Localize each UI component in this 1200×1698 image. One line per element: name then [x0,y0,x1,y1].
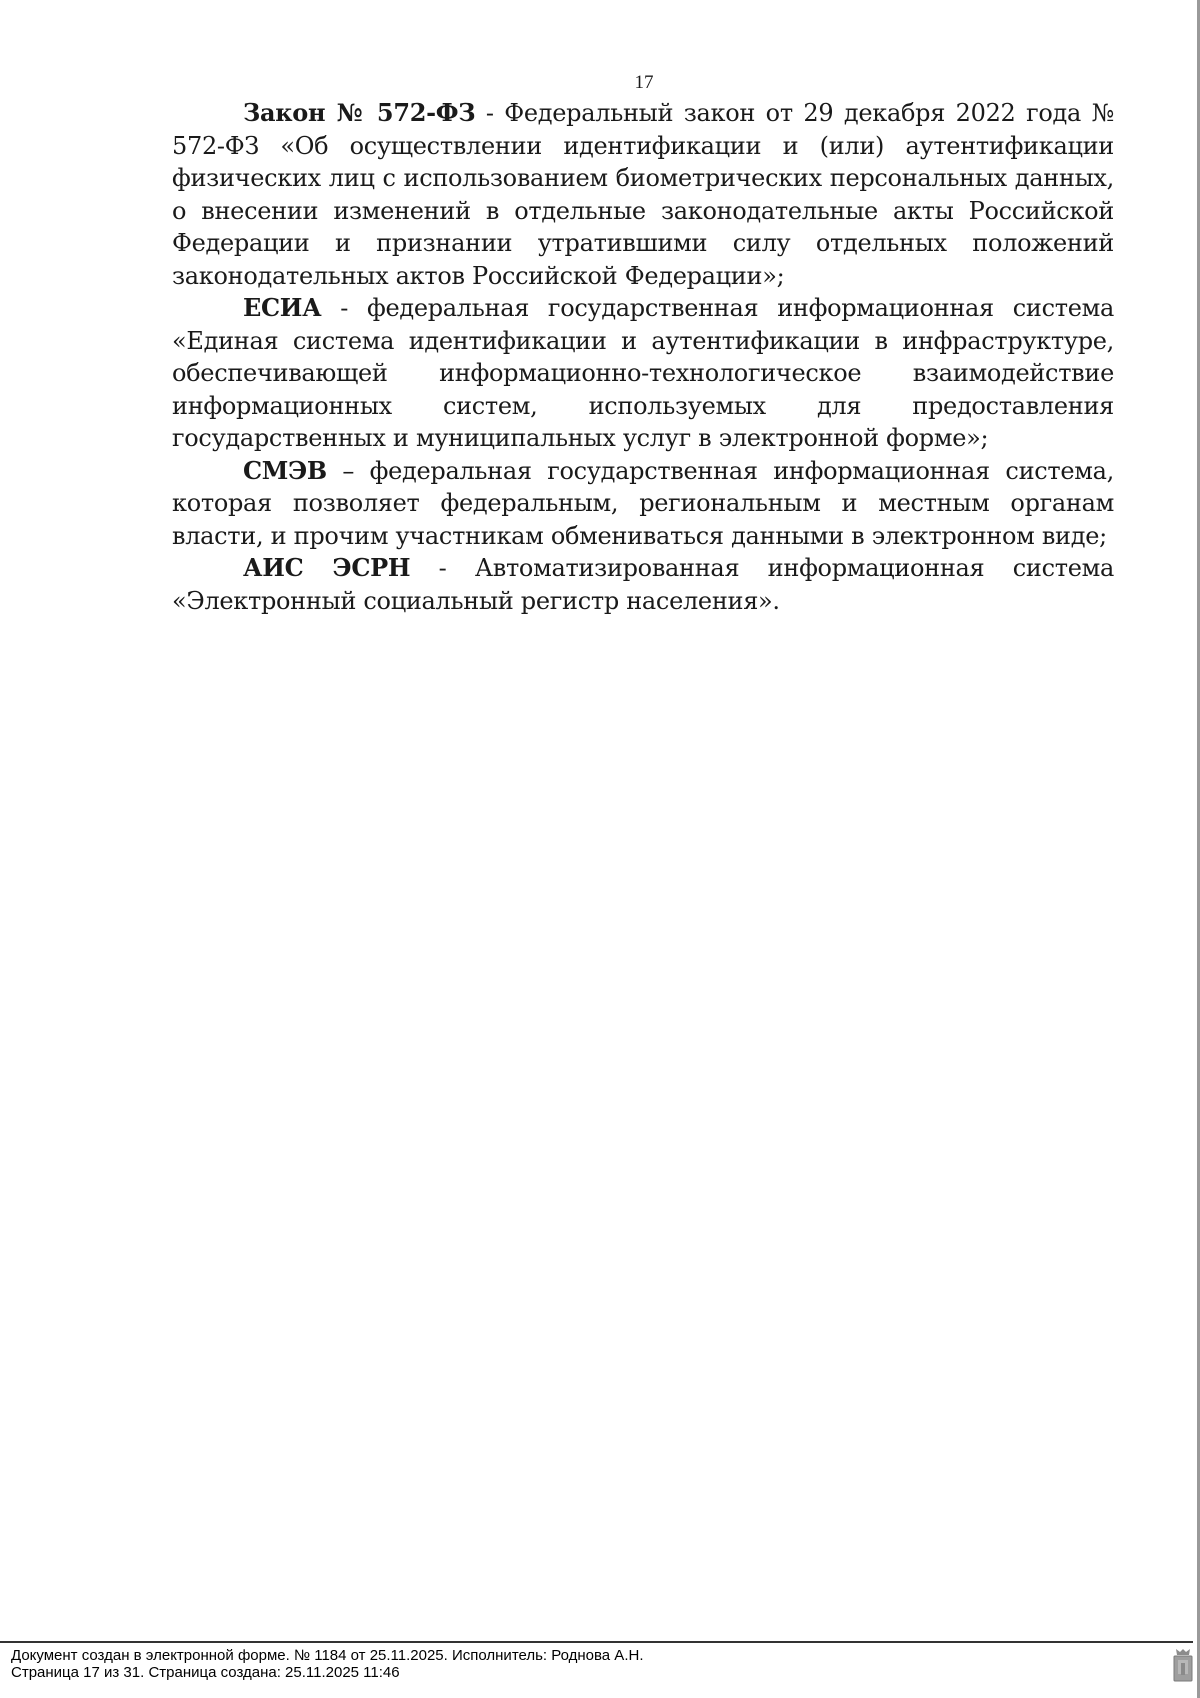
definition-text: - Автоматизированная информационная система «Электронный социальный регистр населения». [172,554,1114,615]
definition-text: - Федеральный закон от 29 декабря 2022 года № 572-ФЗ «Об осуществлении идентификации и (или) аутентификации физических лиц с использованием биометрических персональных данных, о внесении изменений в отдельные законодательные акты Российской Федерации и признании утратившими силу отдельных положений законодательных актов Российской Федерации»; [172,99,1115,290]
definition-term: СМЭВ [243,455,327,485]
document-footer [11,1647,643,1681]
definition-paragraph [172,97,1114,292]
definition-term: АИС ЭСРН [243,553,411,582]
definition-term: ЕСИА [243,293,322,322]
footer-document-info: Документ создан в электронной форме. № 1184 от 25.11.2025. Исполнитель: Роднова А.Н. [11,1647,644,1664]
footer-divider [0,1641,1193,1643]
coat-of-arms-icon [1172,1648,1194,1684]
definition-term: Закон № 572-ФЗ [243,98,476,127]
footer-page-info: Страница 17 из 31. Страница создана: 25.11.2025 11:46 [11,1664,400,1681]
page-number: 17 [634,72,654,93]
definition-text: - федеральная государственная информационная система «Единая система идентификации и аутентификации в инфраструктуре, обеспечивающей информационно-технологическое взаимодействие информационных систем, используемых для предоставления государственных и муниципальных услуг в электронной форме»; [172,294,1114,452]
definition-paragraph [172,455,1114,553]
definition-paragraph [172,292,1114,455]
definition-paragraph [172,552,1114,617]
definition-text: – федеральная государственная информационная система, которая позволяет федеральным, региональным и местным органам власти, и прочим участникам обмениваться данными в электронном виде; [172,456,1114,550]
document-body [172,97,1114,617]
